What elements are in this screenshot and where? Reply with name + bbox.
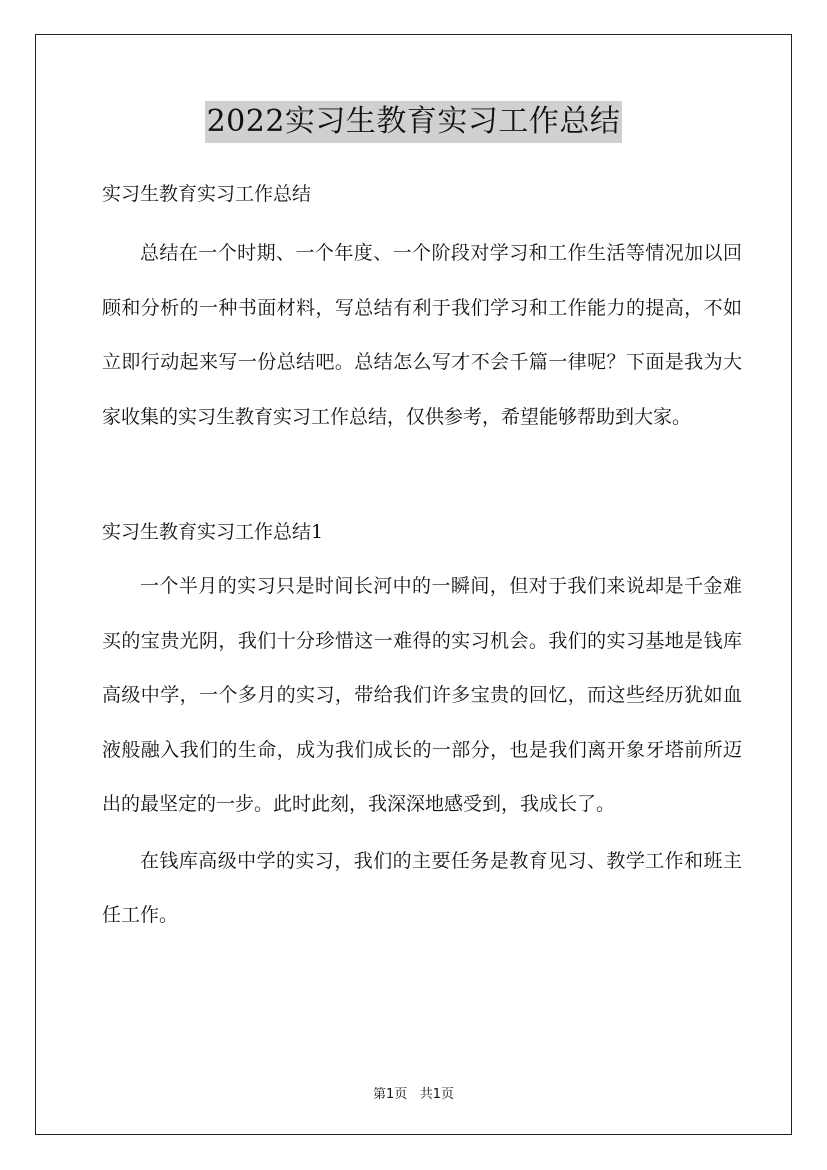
title-container [0, 101, 827, 143]
paragraph-1: 一个半月的实习只是时间长河中的一瞬间，但对于我们来说却是千金难买的宝贵光阴，我们十分珍惜这一难得的实习机会。我们的实习基地是钱库高级中学，一个多月的实习，带给我们许多宝贵的回忆，而这些经历犹如血液般融入我们的生命，成为我们成长的一部分，也是我们离开象牙塔前所迈出的最坚定的一步。此时此刻，我深深地感受到，我成长了。 [102, 575, 742, 815]
page-number: 第1页 [373, 1087, 408, 1102]
section-heading: 实习生教育实习工作总结 [102, 183, 312, 205]
page-footer [0, 1083, 827, 1102]
intro-paragraph: 总结在一个时期、一个年度、一个阶段对学习和工作生活等情况加以回顾和分析的一种书面材料，写总结有利于我们学习和工作能力的提高，不如立即行动起来写一份总结吧。总结怎么写才不会千篇一律呢？下面是我为大家收集的实习生教育实习工作总结，仅供参考，希望能够帮助到大家。 [102, 242, 742, 428]
paragraph-2: 在钱库高级中学的实习，我们的主要任务是教育见习、教学工作和班主任工作。 [102, 849, 742, 926]
page-total: 共1页 [419, 1087, 454, 1102]
subheading-1: 实习生教育实习工作总结1 [102, 521, 324, 543]
document-body [102, 172, 742, 943]
document-title: 2022实习生教育实习工作总结 [205, 101, 623, 143]
